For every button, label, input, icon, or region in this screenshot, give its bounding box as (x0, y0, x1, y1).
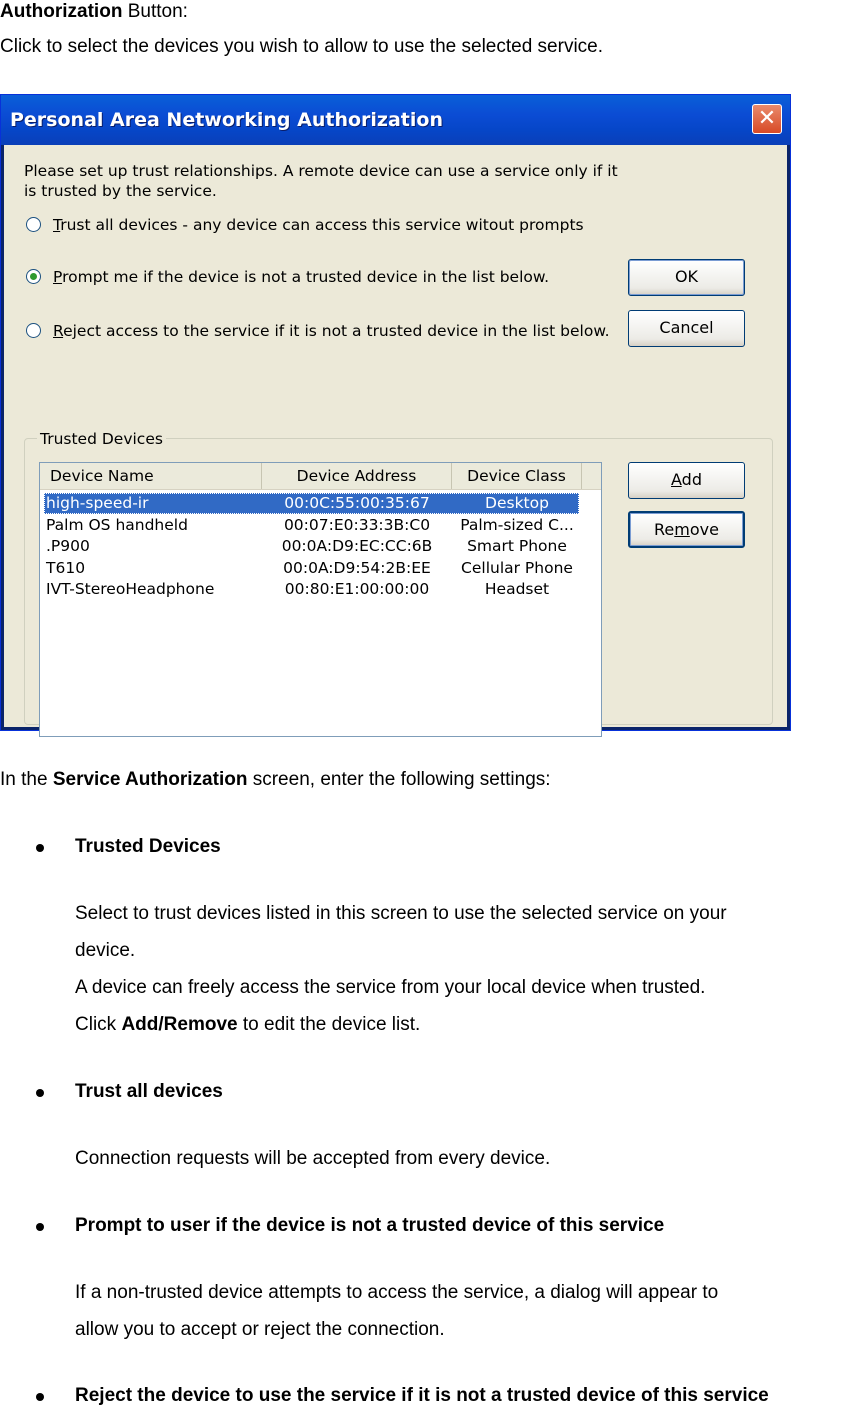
remove-label-post: ove (689, 520, 719, 539)
close-icon: ✕ (757, 106, 777, 131)
device-address-cell: 00:0C:55:00:35:67 (284, 494, 430, 512)
add-button[interactable] (628, 462, 745, 499)
cancel-button[interactable]: Cancel (628, 310, 745, 347)
device-class-cell: Desktop (485, 494, 549, 512)
item-line: Select to trust devices listed in this screen to use the selected service on your (75, 903, 727, 924)
bullet (36, 844, 44, 852)
device-name-cell: .P900 (46, 537, 90, 555)
item-title-trusted-devices (75, 835, 221, 859)
item-line: Connection requests will be accepted from every device. (75, 1148, 551, 1169)
click-bold: Add/Remove (121, 1014, 238, 1035)
trusted-devices-group-label: Trusted Devices (37, 429, 166, 449)
item-title-bold: Trust all devices (75, 1081, 223, 1102)
device-name-cell: T610 (46, 558, 86, 577)
item-title-trust-all (75, 1080, 223, 1104)
lead-post: screen, enter the following settings: (247, 769, 551, 790)
device-address-cell: 00:80:E1:00:00:00 (284, 580, 430, 598)
item-title-bold: Reject the device to use the service if it is not a trusted device of this service (75, 1385, 769, 1406)
device-row[interactable] (44, 515, 579, 536)
device-address-cell: 00:07:E0:33:3B:C0 (283, 515, 431, 534)
device-list-header (40, 463, 601, 490)
device-class-cell: Palm-sized C... (460, 515, 574, 534)
bullet (36, 1089, 44, 1097)
remove-label-pre: Re (654, 520, 675, 539)
add-access-key: A (671, 470, 682, 489)
authorization-dialog (0, 94, 791, 731)
item-line: device. (75, 940, 136, 961)
lead-bold: Service Authorization (52, 769, 248, 790)
dialog-titlebar (1, 95, 790, 145)
device-list[interactable] (39, 462, 602, 737)
dialog-client (4, 145, 787, 727)
ok-button[interactable]: OK (628, 259, 745, 296)
close-button[interactable] (752, 104, 782, 134)
device-class-cell: Cellular Phone (461, 558, 573, 577)
dialog-title: Personal Area Networking Authorization (10, 109, 443, 131)
option-access-key: R (53, 322, 64, 340)
remove-access-key: m (674, 520, 690, 539)
item-title-reject (75, 1384, 769, 1408)
column-device-address[interactable]: Device Address (262, 463, 452, 489)
column-device-class[interactable]: Device Class (452, 463, 582, 489)
device-name-cell: high-speed-ir (46, 494, 149, 512)
option-trust-all-label[interactable] (53, 215, 584, 235)
device-class-cell: Headset (484, 580, 550, 598)
device-name-cell: Palm OS handheld (46, 515, 188, 534)
click-pre: Click (75, 1014, 122, 1035)
option-access-key: T (53, 216, 61, 234)
option-access-key: P (53, 268, 63, 286)
settings-lead (0, 768, 551, 792)
intro-heading-bold: Authorization (0, 1, 123, 22)
radio-dot (30, 273, 37, 280)
item-title-bold: Trusted Devices (75, 836, 221, 857)
option-label-rest: rompt me if the device is not a trusted device in the list below. (62, 268, 550, 286)
device-row[interactable] (44, 493, 579, 514)
device-row[interactable] (44, 558, 579, 579)
intro-line: Click to select the devices you wish to allow to use the selected service. (0, 36, 604, 57)
option-label-rest: rust all devices - any device can access this service witout prompts (60, 216, 584, 234)
device-row[interactable] (44, 579, 579, 600)
click-post: to edit the device list. (237, 1014, 421, 1035)
option-prompt-label[interactable] (53, 267, 549, 287)
item-click-line (75, 1013, 420, 1037)
radio-prompt[interactable] (26, 269, 41, 284)
remove-button[interactable] (628, 511, 745, 548)
bullet (36, 1223, 44, 1231)
instructions-line-1: Please set up trust relationships. A remote device can use a service only if it (24, 162, 618, 180)
radio-reject[interactable] (26, 323, 41, 338)
item-line: If a non-trusted device attempts to access the service, a dialog will appear to (75, 1282, 719, 1303)
instructions-line-2: is trusted by the service. (24, 182, 217, 200)
add-label-rest: dd (681, 470, 702, 489)
column-device-name[interactable]: Device Name (40, 463, 262, 489)
option-reject-label[interactable] (53, 321, 610, 341)
item-title-prompt (75, 1214, 664, 1238)
intro-heading-rest: Button: (122, 1, 188, 22)
option-label-rest: eject access to the service if it is not a trusted device in the list below. (63, 322, 610, 340)
item-line: A device can freely access the service from your local device when trusted. (75, 977, 706, 998)
intro-heading (0, 0, 188, 24)
device-class-cell: Smart Phone (467, 537, 567, 555)
lead-pre: In the (0, 769, 53, 790)
radio-trust-all[interactable] (26, 217, 41, 232)
item-line: allow you to accept or reject the connection. (75, 1319, 445, 1340)
item-title-bold: Prompt to user if the device is not a trusted device of this service (75, 1215, 665, 1236)
device-address-cell: 00:0A:D9:EC:CC:6B (281, 537, 433, 555)
device-row[interactable] (44, 536, 579, 557)
device-address-cell: 00:0A:D9:54:2B:EE (283, 558, 431, 577)
device-name-cell: IVT-StereoHeadphone (46, 580, 215, 598)
bullet (36, 1393, 44, 1401)
